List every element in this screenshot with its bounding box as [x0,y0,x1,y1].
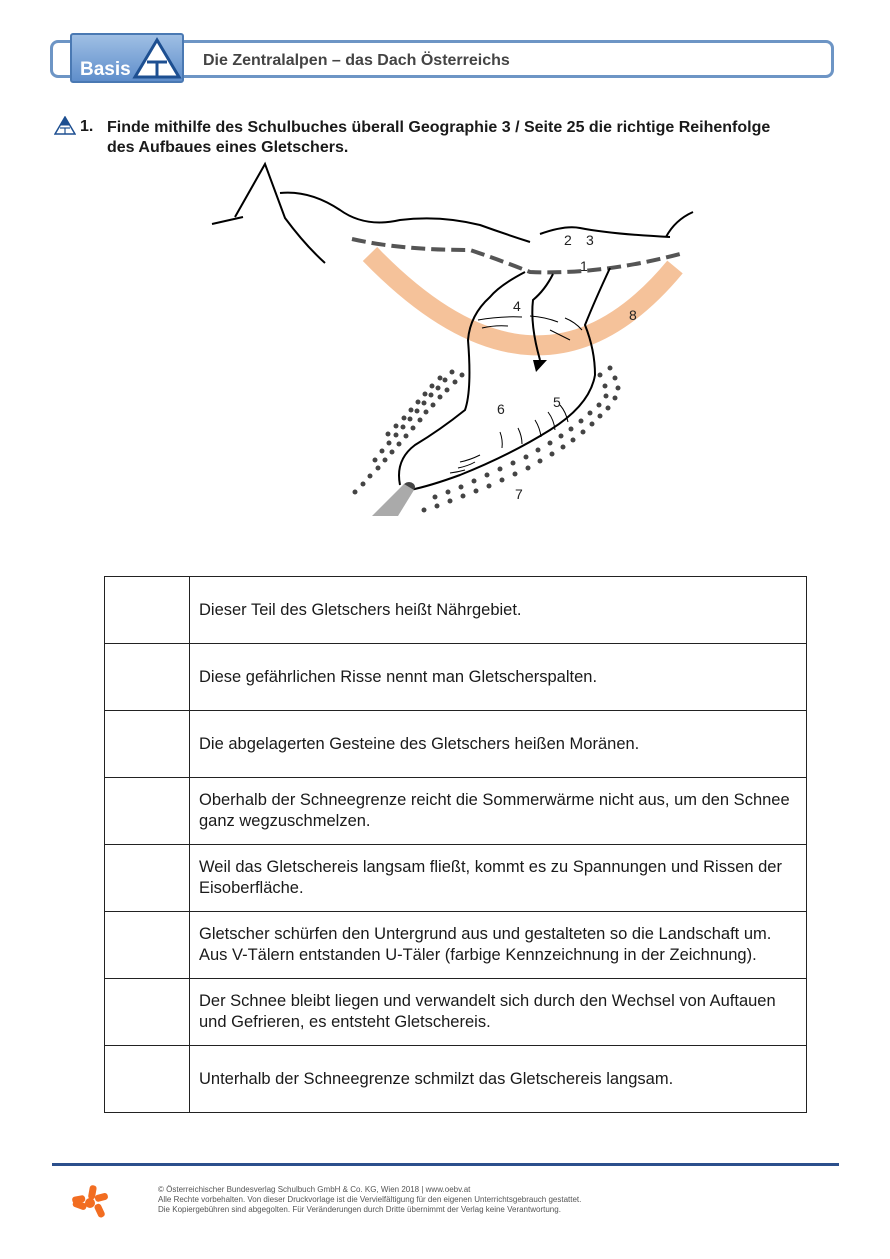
mountain-ridge-far-right [666,212,693,237]
mountain-ridge-top [280,193,530,242]
table-row [105,1046,807,1113]
order-number-cell[interactable] [105,778,190,845]
basis-logo [70,33,184,83]
answer-table [104,576,807,1113]
mountain-ridge-right [540,227,670,237]
table-row [105,845,807,912]
label-6: 6 [497,401,505,417]
statement-text: Unterhalb der Schneegrenze schmilzt das Gletschereis langsam. [190,1046,807,1113]
publisher-logo-icon [70,1183,110,1223]
footer-line-2: Alle Rechte vorbehalten. Von dieser Druckvorlage ist die Vervielfältigung für den eigenen Unterrichtsgebrauch gestattet. [158,1195,582,1204]
flow-arrow [533,360,547,372]
footer-line-1: © Österreichischer Bundesverlag Schulbuch GmbH & Co. KG, Wien 2018 | www.oebv.at [158,1185,471,1194]
footer-line-3: Die Kopiergebühren sind abgegolten. Für Veränderungen durch Dritte übernimmt der Verlag keine Verantwortung. [158,1205,561,1214]
meltwater-stream [372,484,414,516]
label-2: 2 [564,232,572,248]
order-number-cell[interactable] [105,711,190,778]
label-3: 3 [586,232,594,248]
label-1: 1 [580,258,588,274]
pyramid-icon [132,37,182,81]
order-number-cell[interactable] [105,1046,190,1113]
table-row [105,577,807,644]
snowline [352,239,680,272]
statement-text: Der Schnee bleibt liegen und verwandelt sich durch den Wechsel von Auftauen und Gefrieren, es entsteht Gletschereis. [190,979,807,1046]
order-number-cell[interactable] [105,577,190,644]
label-7: 7 [515,486,523,502]
table-row [105,979,807,1046]
u-valley-arc [370,254,675,345]
statement-text: Gletscher schürfen den Untergrund aus und gestalteten so die Landschaft um. Aus V-Tälern entstanden U-Täler (farbige Kennzeichnung in der Zeichnung). [190,912,807,979]
mountain-outline-left [235,164,325,263]
moraine-dots [353,366,621,513]
order-number-cell[interactable] [105,912,190,979]
glacier-diagram [200,150,700,520]
footer-copyright [158,1185,581,1215]
page-title: Die Zentralalpen – das Dach Österreichs [203,52,510,69]
task-number: 1. [80,118,94,135]
table-row [105,912,807,979]
statement-text: Weil das Gletschereis langsam fließt, kommt es zu Spannungen und Rissen der Eisoberfläche. [190,845,807,912]
table-row [105,711,807,778]
statement-text: Diese gefährlichen Risse nennt man Gletscherspalten. [190,644,807,711]
table-row [105,644,807,711]
statement-text: Dieser Teil des Gletschers heißt Nährgebiet. [190,577,807,644]
order-number-cell[interactable] [105,979,190,1046]
label-8: 8 [629,307,637,323]
label-5: 5 [553,394,561,410]
statement-text: Die abgelagerten Gesteine des Gletschers heißen Moränen. [190,711,807,778]
order-number-cell[interactable] [105,644,190,711]
statement-text: Oberhalb der Schneegrenze reicht die Sommerwärme nicht aus, um den Schnee ganz wegzuschmelzen. [190,778,807,845]
task-instruction: Finde mithilfe des Schulbuches überall Geographie 3 / Seite 25 die richtige Reihenfolge des Aufbaues eines Gletschers. [107,119,771,156]
task-level-icon [54,116,76,136]
order-number-cell[interactable] [105,845,190,912]
logo-label: Basis [80,59,131,80]
footer-divider [52,1163,839,1166]
table-row [105,778,807,845]
label-4: 4 [513,298,521,314]
mountain-ridge-left [212,217,243,224]
